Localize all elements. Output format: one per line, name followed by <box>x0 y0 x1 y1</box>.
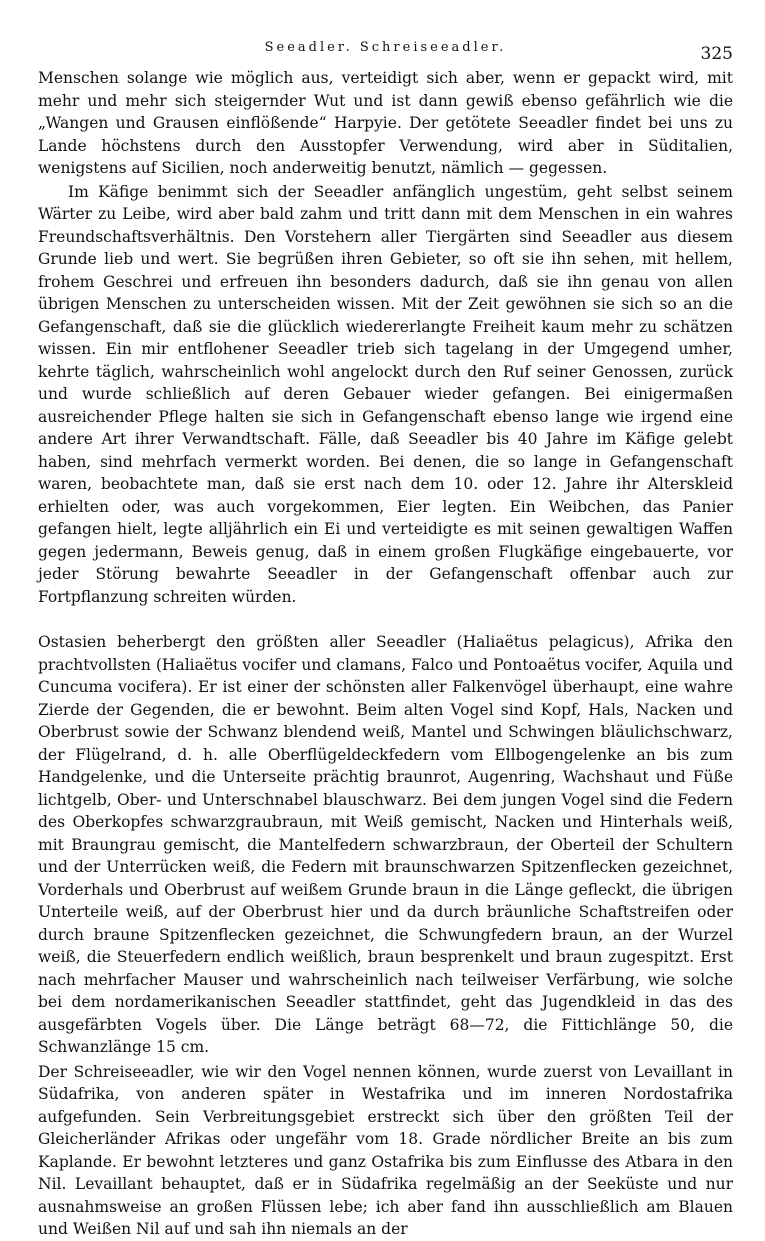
paragraph-3: Ostasien beherbergt den größten aller Seeadler (Haliaëtus pelagicus), Afrika den prachtvollsten (Haliaëtus vocifer und clamans, Falco und Pontoaëtus vocifer, Aquila und Cuncuma vocifera). Er ist einer der schönsten aller Falkenvögel überhaupt, eine wahre Zierde der Gegenden, die er bewohnt. Beim alten Vogel sind Kopf, Hals, Nacken und Oberbrust sowie der Schwanz blendend weiß, Mantel und Schwingen bläulichschwarz, der Flügelrand, d. h. alle Oberflügeldeckfedern vom Ellbogengelenke an bis zum Handgelenke, und die Unterseite prächtig braunrot, Augenring, Wachshaut und Füße lichtgelb, Ober- und Unterschnabel blauschwarz. Bei dem jungen Vogel sind die Federn des Oberkopfes schwarzgraubraun, mit Weiß gemischt, Nacken und Hinterhals weiß, mit Braungrau gemischt, die Mantelfedern schwarzbraun, der Oberteil der Schultern und der Unterrücken weiß, die Federn mit braunschwarzen Spitzenflecken gezeichnet, Vorderhals und Oberbrust auf weißem Grunde braun in die Länge gefleckt, die übrigen Unterteile weiß, auf der Oberbrust hier und da durch bräunliche Schaftstreifen oder durch braune Spitzenflecken gezeichnet, die Schwungfedern braun, an der Wurzel weiß, die Steuerfedern endlich weißlich, braun besprenkelt und braun zugespitzt. Erst nach mehrfacher Mauser und wahrscheinlich nach teilweiser Verfärbung, wie solche bei dem nordamerikanischen Seeadler stattfindet, geht das Jugendkleid in das des ausgefärbten Vogels über. Die Länge beträgt 68—72, die Fittichlänge 50, die Schwanzlänge 15 cm. <box>38 633 733 1056</box>
page-number: 325 <box>700 44 733 64</box>
paragraph-4: Der Schreiseeadler, wie wir den Vogel nennen können, wurde zuerst von Levaillant in Südafrika, von anderen später in Westafrika und im inneren Nordostafrika aufgefunden. Sein Verbreitungsgebiet erstreckt sich über den größten Teil der Gleicherländer Afrikas oder ungefähr vom 18. Grade nördlicher Breite an bis zum Kaplande. Er bewohnt letzteres und ganz Ostafrika bis zum Einflusse des Atbara in den Nil. Levaillant behauptet, daß er in Südafrika regelmäßig an der Seeküste und nur ausnahmsweise an großen Flüssen lebe; ich aber fand ihn ausschließlich am Blauen und Weißen Nil auf und sah ihn niemals an der <box>38 1062 733 1238</box>
paragraph-2: Im Käfige benimmt sich der Seeadler anfänglich ungestüm, geht selbst seinem Wärter zu Leibe, wird aber bald zahm und tritt dann mit dem Menschen in ein wahres Freundschaftsverhältnis. Den Vorstehern aller Tiergärten sind Seeadler aus diesem Grunde lieb und wert. Sie begrüßen ihren Gebieter, so oft sie ihn sehen, mit hellem, frohem Geschrei und erfreuen ihn besonders dadurch, daß sie ihn genau von allen übrigen Menschen zu unterscheiden wissen. Mit der Zeit gewöhnen sie sich so an die Gefangenschaft, daß sie die glücklich wiedererlangte Freiheit kaum mehr zu schätzen wissen. Ein mir entflohener Seeadler trieb sich tagelang in der Umgegend umher, kehrte täglich, wahrscheinlich wohl angelockt durch den Ruf seiner Genossen, zurück und wurde schließlich auf deren Gebauer wieder gefangen. Bei einigermaßen ausreichender Pflege halten sie sich in Gefangenschaft ebenso lange wie irgend eine andere Art ihrer Verwandtschaft. Fälle, daß Seeadler bis 40 Jahre im Käfige gelebt haben, sind mehrfach vermerkt worden. Bei denen, die so lange in Gefangenschaft waren, beobachtete man, daß sie erst nach dem 10. oder 12. Jahre ihr Alterskleid erhielten oder, was auch vorgekommen, Eier legten. Ein Weibchen, das Panier gefangen hielt, legte alljährlich ein Ei und verteidigte es mit seinen gewaltigen Waffen gegen jedermann, Beweis genug, daß in einem großen Flugkäfige eingebauerte, vor jeder Störung bewahrte Seeadler in der Gefangenschaft offenbar auch zur Fortpflanzung schreiten würden. <box>38 182 733 606</box>
page-body <box>38 67 733 1241</box>
paragraph-1: Menschen solange wie möglich aus, verteidigt sich aber, wenn er gepackt wird, mit mehr und mehr sich steigernder Wut und ist dann gewiß ebenso gefährlich wie die „Wangen und Grausen einflößende“ Harpyie. Der getötete Seeadler findet bei uns zu Lande höchstens durch den Ausstopfer Verwendung, wird aber in Süditalien, wenigstens auf Sicilien, noch anderweitig benutzt, nämlich — gegessen. <box>38 69 733 177</box>
running-head: Seeadler. Schreiseeadler. <box>264 40 507 55</box>
page-header <box>38 0 733 64</box>
